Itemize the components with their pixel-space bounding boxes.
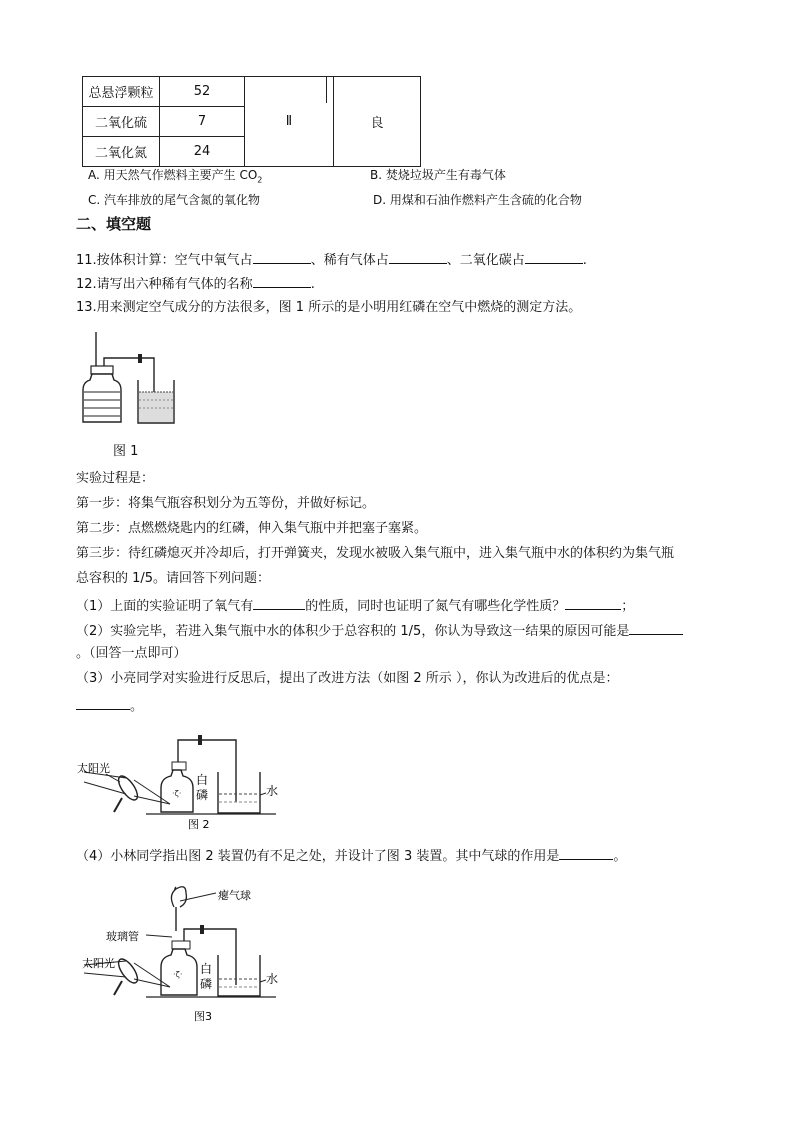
table-cell-quality — [334, 77, 421, 167]
figure-2-caption: 图 2 — [188, 818, 210, 831]
figure-1-caption: 图 1 — [113, 444, 139, 459]
water-label: 水 — [266, 972, 279, 986]
svg-text:·ζ·: ·ζ· — [172, 789, 182, 798]
table-cell-value: 52 — [160, 77, 245, 107]
sub-question-3-line-1: （3）小亮同学对实验进行反思后，提出了改进方法（如图 2 所示 ），你认为改进后的优点是： — [76, 671, 619, 686]
svg-text:·ζ·: ·ζ· — [173, 970, 183, 979]
table-divider — [326, 77, 327, 103]
sub-question-2-line-2: 。（回答一点即可） — [76, 646, 187, 661]
figure-1-apparatus — [78, 330, 188, 430]
phosphorus-label-2: 磷 — [196, 788, 209, 802]
sub-question-2-line-1: （2）实验完毕，若进入集气瓶中水的体积少于总容积的 1/5，你认为导致这一结果的原因可能是 — [76, 620, 683, 641]
air-quality-table — [82, 76, 421, 167]
quality-text: 良 — [370, 116, 384, 131]
figure-3-caption: 图3 — [194, 1010, 212, 1023]
glass-tube-label: 玻璃管 — [106, 930, 139, 943]
balloon-label: 瘪气球 — [218, 889, 251, 902]
water-label: 水 — [266, 784, 279, 798]
question-13-intro: 13.用来测定空气成分的方法很多，图 1 所示的是小明用红磷在空气中燃烧的测定方法。 — [76, 300, 582, 315]
sun-label: 太阳光 — [77, 762, 110, 775]
step-1: 第一步：将集气瓶容积划分为五等份，并做好标记。 — [76, 496, 376, 511]
section-title: 二、填空题 — [76, 215, 152, 233]
figure-2-apparatus — [76, 732, 296, 832]
table-cell-pollutant: 总悬浮颗粒 — [83, 77, 160, 107]
step-2: 第二步：点燃燃烧匙内的红磷，伸入集气瓶中并把塞子塞紧。 — [76, 521, 428, 536]
step-3-line-1: 第三步：待红磷熄灭并冷却后，打开弹簧夹，发现水被吸入集气瓶中，进入集气瓶中水的体积约为集气瓶 — [76, 546, 675, 561]
table-row — [83, 77, 421, 107]
phosphorus-label-1: 白 — [196, 773, 209, 787]
question-11: 11.按体积计算：空气中氧气占 、稀有气体占 、二氧化碳占 . — [76, 249, 587, 270]
sub-question-4: （4）小林同学指出图 2 装置仍有不足之处，并设计了图 3 装置。其中气球的作用是 。 — [76, 845, 626, 866]
option-a: A. 用天然气作燃料主要产生 $CO_2$ — [88, 168, 263, 185]
table-cell-value: 24 — [160, 137, 245, 167]
table-cell-pollutant: 二氧化硫 — [83, 107, 160, 137]
figure-3-apparatus — [76, 885, 296, 1027]
sun-label: 太阳光 — [82, 957, 115, 970]
sub-question-1: （1）上面的实验证明了氧气有 的性质，同时也证明了氮气有哪些化学性质？ ； — [76, 595, 634, 616]
table-cell-level — [245, 77, 334, 167]
process-label: 实验过程是： — [76, 471, 155, 486]
level-text: Ⅱ — [285, 114, 293, 129]
option-c: C. 汽车排放的尾气含氮的氧化物 — [88, 193, 261, 207]
option-b: B. 焚烧垃圾产生有毒气体 — [370, 168, 506, 182]
sub-question-3-line-2: 。 — [76, 695, 143, 716]
step-3-line-2: 总容积的 1/5。请回答下列问题： — [76, 571, 271, 586]
phosphorus-label-2: 磷 — [200, 977, 213, 991]
table-cell-value: 7 — [160, 107, 245, 137]
phosphorus-label-1: 白 — [200, 962, 213, 976]
question-12: 12.请写出六种稀有气体的名称 . — [76, 273, 315, 294]
option-d: D. 用煤和石油作燃料产生含硫的化合物 — [373, 193, 582, 207]
table-cell-pollutant: 二氧化氮 — [83, 137, 160, 167]
